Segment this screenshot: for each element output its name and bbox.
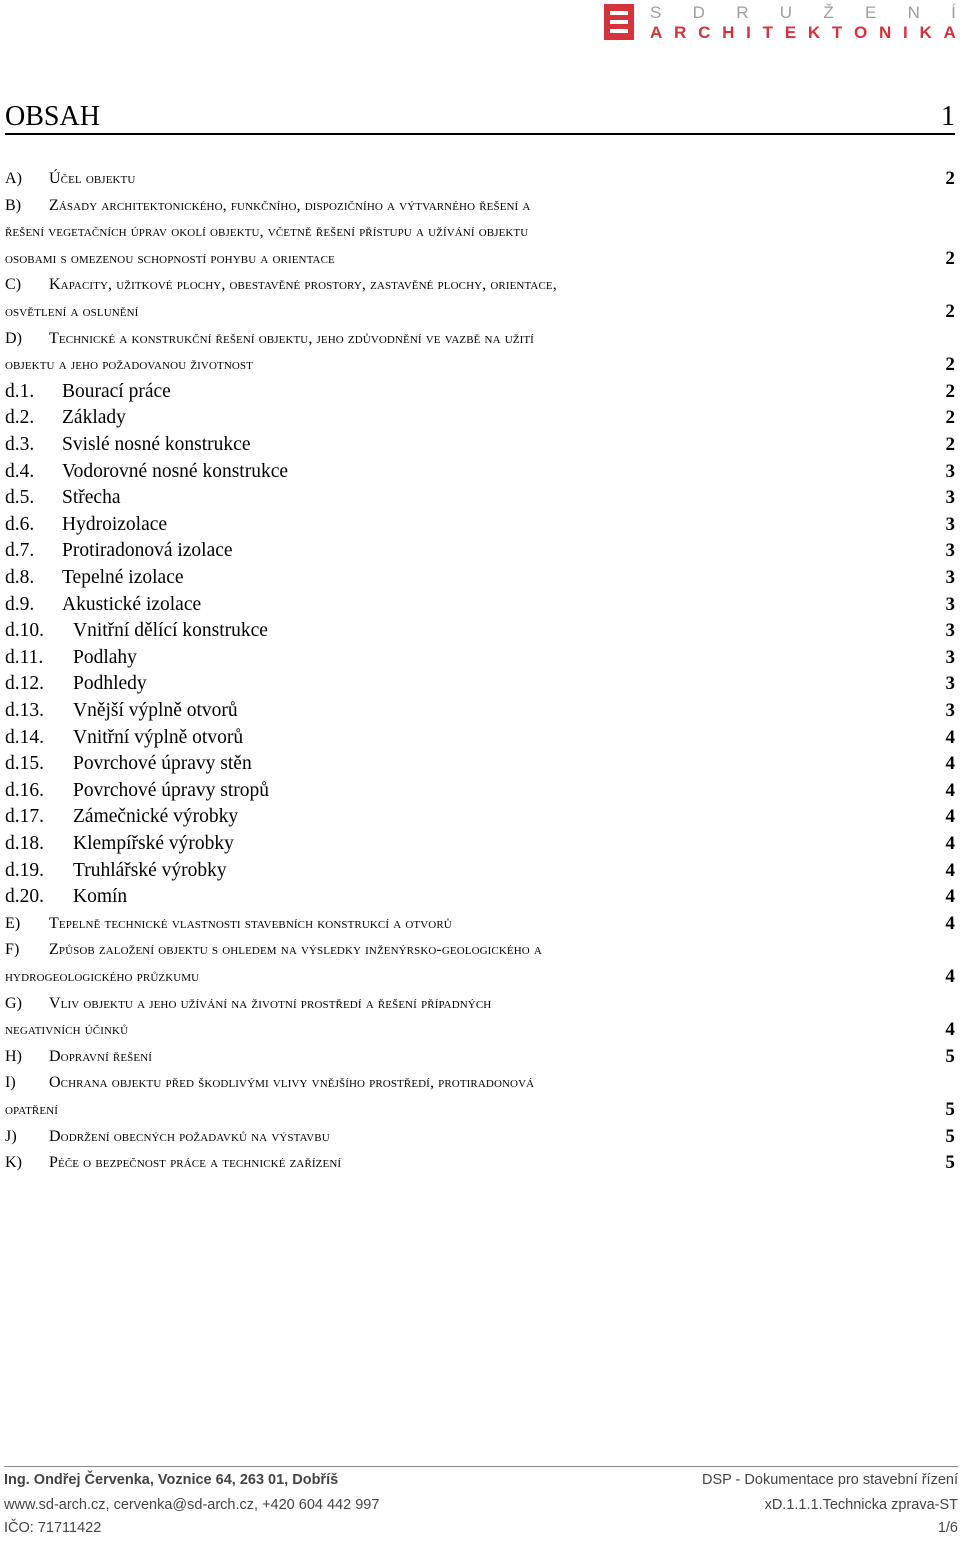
toc-subsection-title: Povrchové úpravy stěn [73,753,252,775]
toc-subsection-number: d.19. [5,859,44,881]
toc-subsection-number: d.9. [5,593,35,615]
logo-letter: Í [951,3,956,22]
toc-subsection-title: Klempířské výrobky [73,833,234,854]
toc-page-number: 4 [945,886,955,908]
footer-ico: IČO: 71711422 [4,1520,102,1536]
logo-letter: A [943,23,956,42]
toc-page-number: 4 [945,779,955,801]
toc-section-letter: D) [5,329,23,347]
toc-page-number: 3 [945,513,955,535]
toc-section-line[interactable] [5,165,955,192]
logo-letter: S [650,3,662,22]
toc-subsection[interactable] [5,644,955,671]
toc-section-line[interactable] [5,192,955,219]
toc-subsection[interactable] [5,830,955,857]
toc-section-title: Zásady architektonického, funkčního, dispozičního a výtvarného řešení a [49,196,531,214]
toc-section-letter: F) [5,941,20,959]
toc-section-line[interactable] [5,1043,955,1070]
toc-section-line[interactable] [5,351,955,378]
toc-section-letter: K) [5,1154,23,1172]
toc-section-letter: H) [5,1047,23,1065]
toc-section-line[interactable] [5,271,955,298]
toc-page-number: 3 [945,700,955,721]
toc-page-number: 4 [945,753,955,775]
logo-letter: R [736,3,749,22]
logo-letter: A [650,23,663,42]
toc-subsection-number: d.13. [5,700,44,721]
toc-section-title: Technické a konstrukční řešení objektu, jeho zdůvodnění ve vazbě na užití [49,329,534,347]
toc-section-title: Dopravní řešení [49,1047,153,1065]
toc-subsection[interactable] [5,591,955,618]
logo-letter: N [879,23,892,42]
toc-subsection-number: d.10. [5,620,44,642]
toc-subsection-title: Svislé nosné konstrukce [62,434,251,455]
toc-section-line[interactable] [5,1096,955,1123]
toc-subsection[interactable] [5,750,955,777]
toc-page-number: 4 [945,726,955,748]
footer-author: Ing. Ondřej Červenka, Voznice 64, 263 01, Dobříš [4,1472,339,1488]
toc-subsection-title: Tepelné izolace [62,567,184,588]
toc-subsection-number: d.20. [5,886,44,908]
toc-page-number: 5 [945,1125,955,1147]
toc-subsection-number: d.14. [5,726,44,748]
toc-subsection-title: Povrchové úpravy stropů [73,779,270,801]
toc-subsection[interactable] [5,697,955,724]
toc-subsection-number: d.18. [5,833,44,854]
toc-page-number: 3 [945,487,955,509]
toc-subsection[interactable] [5,431,955,458]
logo-letter: E [864,3,877,22]
logo-letter: N [907,3,920,22]
footer-doc-id: xD.1.1.1.Technicka zprava-ST [764,1497,958,1513]
toc-section-line[interactable] [5,936,955,963]
toc-page-number: 3 [945,620,955,642]
toc-section-title: Účel objektu [49,170,136,187]
toc-subsection-number: d.12. [5,673,44,695]
toc-section-title: Vliv objektu a jeho užívání na životní prostředí a řešení případných [49,994,492,1012]
toc-subsection[interactable] [5,777,955,804]
toc-section-line[interactable] [5,963,955,990]
toc-subsection-title: Vodorovné nosné konstrukce [62,460,289,482]
logo-letter: E [784,23,797,42]
toc-subsection[interactable] [5,378,955,405]
toc-title-page: 1 [941,101,955,132]
toc-subsection[interactable] [5,537,955,564]
toc-subsection[interactable] [5,511,955,538]
company-logo [604,4,956,44]
toc-subsection-number: d.2. [5,407,35,429]
toc-subsection-number: d.1. [5,380,35,402]
toc-page-number: 3 [945,646,955,668]
footer-page-number: 1/6 [937,1520,958,1536]
toc-page-number: 3 [945,460,955,482]
toc-page-number: 4 [945,912,955,934]
logo-letter: K [919,23,932,42]
logo-letter: D [692,3,705,22]
toc-title: OBSAH [5,101,100,132]
toc-subsection[interactable] [5,404,955,431]
toc-subsection[interactable] [5,617,955,644]
toc-section-line[interactable] [5,1069,955,1096]
toc-section-line[interactable] [5,1123,955,1150]
toc-page-number: 5 [945,1099,955,1120]
logo-line-sdruzeni [650,3,956,23]
footer-doc-type: DSP - Dokumentace pro stavební řízení [701,1472,958,1488]
toc-section-line[interactable] [5,990,955,1017]
toc-subsection[interactable] [5,564,955,591]
toc-subsection-title: Truhlářské výrobky [73,859,227,881]
toc-section-title: Tepelně technické vlastnosti stavebních konstrukcí a otvorů [49,914,452,932]
toc-subsection-title: Bourací práce [62,380,171,402]
toc-page-number: 4 [945,966,955,987]
toc-section-title: Kapacity, užitkové plochy, obestavěné prostory, zastavěné plochy, orientace, [49,276,557,294]
toc-page-number: 2 [945,301,955,322]
toc-subsection-number: d.8. [5,567,35,588]
toc-page-number: 3 [945,567,955,588]
logo-letter: O [854,23,868,42]
toc-subsection-number: d.7. [5,540,35,562]
logo-letter: T [762,23,773,42]
toc-section-title: opatření [5,1101,58,1118]
toc-subsection-title: Podhledy [73,673,147,695]
toc-subsection-number: d.11. [5,646,44,668]
toc-subsection-title: Vnitřní dělící konstrukce [73,620,268,642]
logo-letter: H [722,23,735,42]
toc-page-number: 4 [945,806,955,828]
toc-section-letter: J) [5,1127,17,1145]
toc-subsection-number: d.17. [5,806,44,828]
toc-page-number: 2 [945,354,955,376]
toc-section-title: hydrogeologického průzkumu [5,968,200,985]
logo-letter: R [674,23,687,42]
toc-section-line[interactable] [5,1016,955,1043]
page-footer [4,1466,958,1536]
toc-subsection-title: Komín [73,886,128,908]
toc-section-letter: G) [5,994,23,1012]
toc-page-number: 2 [945,247,955,269]
toc-subsection-title: Vnější výplně otvorů [73,700,238,721]
toc-page-number: 2 [945,380,955,402]
toc-section-title: Způsob založení objektu s ohledem na výsledky inženýrsko-geologického a [49,941,542,959]
toc-subsection[interactable] [5,857,955,884]
toc-subsection-title: Akustické izolace [62,593,202,615]
toc-heading [5,101,955,135]
toc-subsection-title: Hydroizolace [62,513,168,535]
logo-letter: I [903,23,908,42]
toc-subsection[interactable] [5,803,955,830]
toc-page-number: 2 [945,434,955,455]
toc-subsection-title: Základy [62,407,126,429]
toc-subsection-number: d.4. [5,460,35,482]
toc-section-letter: E) [5,914,21,932]
toc-section-letter: A) [5,170,23,187]
toc-section-title: Ochrana objektu před škodlivými vlivy vnějšího prostředí, protiradonová [49,1074,535,1092]
toc-section-line[interactable] [5,218,955,245]
toc-page-number: 4 [945,859,955,881]
logo-mark-icon [604,4,634,40]
toc-subsection-title: Vnitřní výplně otvorů [73,726,244,748]
toc-section-line[interactable] [5,910,955,937]
toc-subsection-title: Podlahy [73,646,137,668]
toc-page-number: 3 [945,673,955,695]
toc-subsection-number: d.15. [5,753,44,775]
logo-line-architektonika [650,23,956,43]
toc-subsection[interactable] [5,883,955,910]
toc-page-number: 2 [945,407,955,429]
toc-subsection[interactable] [5,670,955,697]
toc-section-title: osobami s omezenou schopností pohybu a orientace [5,249,335,267]
toc-section-line[interactable] [5,325,955,352]
toc-section-title: negativních účinků [5,1021,129,1039]
footer-contact: www.sd-arch.cz, cervenka@sd-arch.cz, +420 604 442 997 [4,1497,380,1513]
logo-letter: U [779,3,793,22]
logo-letter: Ž [823,3,834,22]
toc-section-title: Péče o bezpečnost práce a technické zařízení [49,1154,342,1172]
toc-subsection-number: d.6. [5,513,35,535]
toc-page-number: 5 [945,1152,955,1174]
toc-page-number: 3 [945,593,955,615]
toc-section-letter: C) [5,276,22,294]
footer-divider [4,1466,958,1467]
toc-section-line[interactable] [5,1149,955,1176]
logo-letter: I [746,23,751,42]
toc-section-title: řešení vegetačních úprav okolí objektu, včetně řešení přístupu a užívání objektu [5,223,529,241]
logo-letter: K [807,23,821,42]
toc-subsection[interactable] [5,458,955,485]
toc-page-number: 4 [945,1019,955,1041]
toc-page-number: 2 [945,168,955,189]
toc-subsection-number: d.3. [5,434,35,455]
toc-section-title: osvětlení a oslunění [5,303,139,320]
toc-subsection-number: d.16. [5,779,44,801]
toc-subsection-title: Střecha [62,487,121,509]
toc-subsection-number: d.5. [5,487,35,509]
toc-section-letter: I) [5,1074,16,1092]
logo-letter: T [831,23,843,42]
toc-page-number: 4 [945,833,955,854]
toc-section-title: Dodržení obecných požadavků na výstavbu [49,1127,330,1145]
toc-subsection-title: Zámečnické výrobky [73,806,239,828]
toc-subsection[interactable] [5,484,955,511]
toc-page-number: 3 [945,540,955,562]
toc-section-line[interactable] [5,298,955,325]
toc-subsection-title: Protiradonová izolace [62,540,233,562]
toc-section-letter: B) [5,196,22,214]
toc-page-number: 5 [945,1045,955,1067]
logo-letter: C [698,23,711,42]
toc-subsection[interactable] [5,724,955,751]
toc-section-title: objektu a jeho požadovanou životnost [5,356,253,374]
toc-section-line[interactable] [5,245,955,272]
